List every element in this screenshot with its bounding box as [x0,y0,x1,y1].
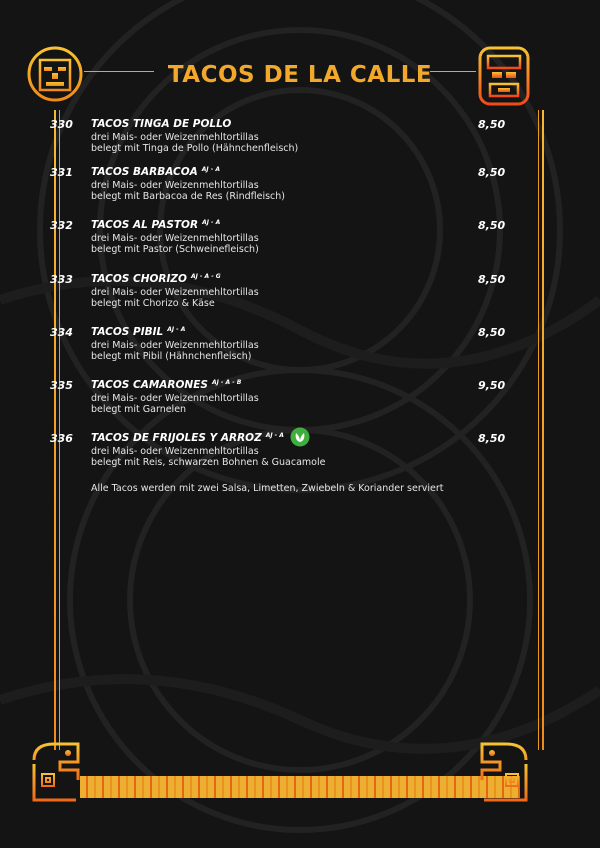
allergen-codes: AJ - A [201,166,220,173]
item-number: 336 [50,432,73,445]
item-price: 8,50 [478,326,506,339]
allergen-codes: AJ - A - G [190,273,221,280]
item-name: TACOS TINGA DE POLLO [91,118,232,130]
item-price: 8,50 [478,219,506,232]
allergen-codes: AJ - A - B [211,379,242,386]
frame-left-border [54,110,56,750]
item-name: TACOS CHORIZO $^{AJ - A - G}$ [91,273,221,285]
item-price: 8,50 [478,166,506,179]
item-name: TACOS AL PASTOR $^{AJ - A}$ [91,219,221,231]
item-name: TACOS DE FRIJOLES Y ARROZ $^{AJ - A}$ [91,432,284,444]
item-description: drei Mais- oder Weizenmehltortillas belegt mit Chorizo & Käse [91,287,259,309]
serpent-right-icon [474,740,530,806]
item-description: drei Mais- oder Weizenmehltortillas belegt mit Pibil (Hähnchenfleisch) [91,340,259,362]
vegan-leaf-icon [290,427,310,447]
item-number: 334 [50,326,73,339]
item-name: TACOS BARBACOA $^{AJ - A}$ [91,166,220,178]
item-description: drei Mais- oder Weizenmehltortillas belegt mit Tinga de Pollo (Hähnchenfleisch) [91,132,299,154]
frame-left-inner-border [59,110,60,750]
item-number: 332 [50,219,73,232]
item-price: 8,50 [478,273,506,286]
serving-note: Alle Tacos werden mit zwei Salsa, Limetten, Zwiebeln & Koriander serviert [91,483,444,494]
item-description: drei Mais- oder Weizenmehltortillas belegt mit Garnelen [91,393,259,415]
item-name: TACOS CAMARONES $^{AJ - A - B}$ [91,379,242,391]
item-number: 330 [50,118,73,131]
frame-bottom-band [80,776,520,798]
item-description: drei Mais- oder Weizenmehltortillas belegt mit Barbacoa de Res (Rindfleisch) [91,180,285,202]
item-price: 9,50 [478,379,506,392]
item-number: 335 [50,379,73,392]
item-price: 8,50 [478,432,506,445]
item-description: drei Mais- oder Weizenmehltortillas belegt mit Pastor (Schweinefleisch) [91,233,259,255]
item-number: 333 [50,273,73,286]
item-name: TACOS PIBIL $^{AJ - A}$ [91,326,186,338]
item-description: drei Mais- oder Weizenmehltortillas belegt mit Reis, schwarzen Bohnen & Guacamole [91,446,326,468]
serpent-left-icon [30,740,86,806]
frame-right-border [542,110,544,750]
page-title: TACOS DE LA CALLE [167,62,433,88]
allergen-codes: AJ - A [167,326,186,333]
frame-right-inner-border [538,110,539,750]
allergen-codes: AJ - A [265,432,284,439]
allergen-codes: AJ - A [202,219,221,226]
item-price: 8,50 [478,118,506,131]
item-number: 331 [50,166,73,179]
